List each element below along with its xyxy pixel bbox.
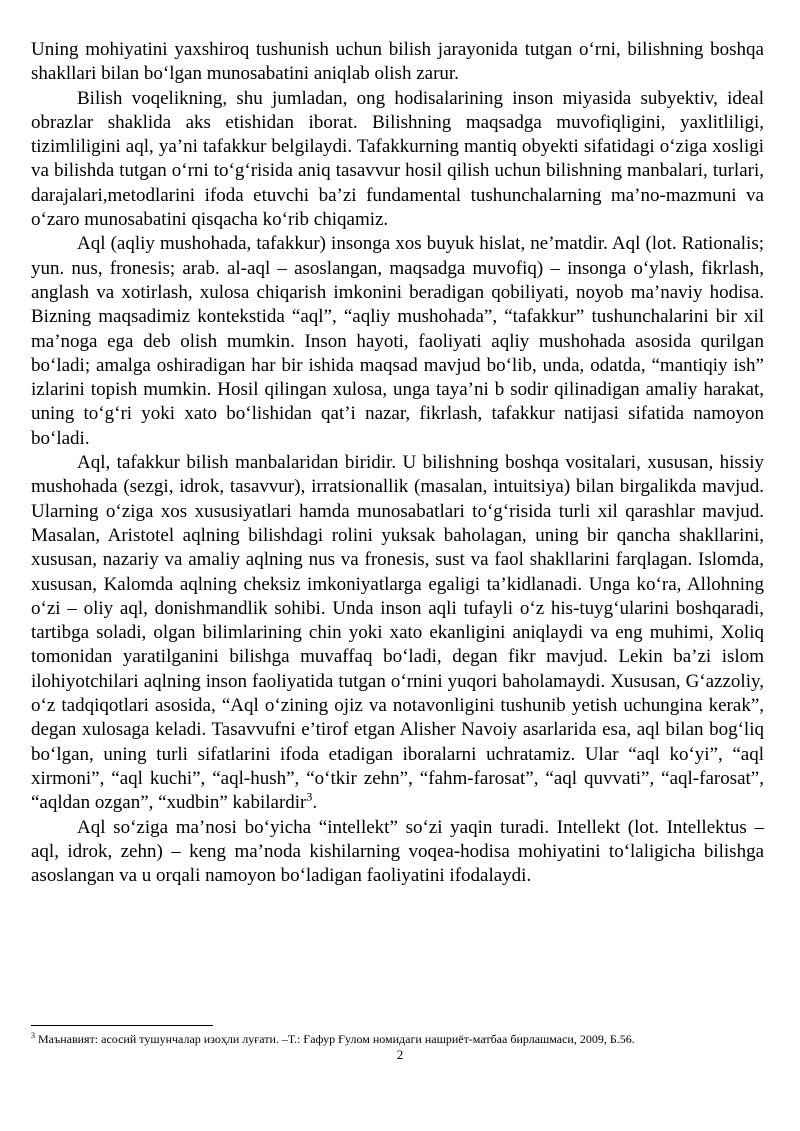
paragraph-intro: Uning mohiyatini yaxshiroq tushunish uchun bilish jarayonida tutgan o‘rni, bilishning boshqa shakllari bilan bo‘lgan munosabatini aniqlab olish zarur. bbox=[31, 39, 764, 85]
footnote-text: Маънавият: асосий тушунчалар изоҳли луғати. –Т.: Ғафур Ғулом номидаги нашриёт-матбаа бирлашмаси, 2009, Б.56. bbox=[35, 1032, 635, 1046]
footnote bbox=[31, 1032, 764, 1046]
paragraph-aql-tafakkur-text: Aql, tafakkur bilish manbalaridan biridir. U bilishning boshqa vositalari, xususan, hissiy mushohada (sezgi, idrok, tasavvur), irratsionallik (masalan, intuitsiya) bilan birgalikda mavjud. Ularning o‘ziga xos xususiyatlari hamda munosabatlari to‘g‘risida turli xil qarashlar mavjud. Masalan, Aristotel aqlning bilishdagi rolini yuksak baholagan, uning bir qancha shakllarini, xususan, nazariy va amaliy aqlning nus va fronesis, sust va faol shakllarini farqlagan. Islomda, xususan, Kalomda aqlning cheksiz imkoniyatlarga egaligi ta’kidlanadi. Unga ko‘ra, Allohning o‘zi – oliy aql, donishmandlik sohibi. Unda inson aqli tufayli o‘z his-tuyg‘ularini boshqaradi, tartibga soladi, olgan bilimlarining chin yoki xato ekanligini aniqlaydi va eng muhimi, Xoliq tomonidan yaratilganini bilishga muvaffaq bo‘ladi, degan fikr mavjud. Lekin ba’zi islom ilohiyotchilari aqlning inson faoliyatida tutgan o‘rnini yuqori baholamaydi. Xususan, G‘azzoliy, o‘z tadqiqotlari asosida, “Aql o‘zining ojiz va notavonligini tushunib yetish uchungina kerak”, degan xulosaga keladi. Tasavvufni e’tirof etgan Alisher Navoiy asarlarida esa, aql bilan bog‘liq bo‘lgan, uning turli sifatlarini ifoda etadigan iboralarni uchratamiz. Ular “aql ko‘yi”, “aql xirmoni”, “aql kuchi”, “aql-hush”, “o‘tkir zehn”, “fahm-farosat”, “aql quvvati”, “aql-farosat”, “aqldan ozgan”, “xudbin” kabilardir bbox=[31, 452, 764, 814]
paragraph-aql-tafakkur bbox=[31, 451, 764, 815]
paragraph-intellekt: Aql so‘ziga ma’nosi bo‘yicha “intellekt” so‘zi yaqin turadi. Intellekt (lot. Intellektus – aql, idrok, zehn) – keng ma’noda kishilarning voqea-hodisa mohiyatini to‘laligicha bilishga asoslangan va u orqali namoyon bo‘ladigan faoliyatini ifodalaydi. bbox=[31, 816, 764, 887]
footnote-separator bbox=[31, 1025, 213, 1026]
page-number: 2 bbox=[396, 1047, 404, 1062]
paragraph-end-period: . bbox=[312, 792, 318, 814]
paragraph-aql-definition: Aql (aqliy mushohada, tafakkur) insonga xos buyuk hislat, ne’matdir. Aql (lot. Rationalis; yun. nus, fronesis; arab. al-aql – asoslangan, maqsadga muvofiq) – insonga o‘ylash, fikrlash, anglash va xotirlash, xulosa chiqarish imkonini beradigan qobiliyati, noyob ma’naviy hodisa. Bizning maqsadimiz kontekstida “aql”, “aqliy mushohada”, “tafakkur” tushunchalarini bir xil ma’noga ega deb olish mumkin. Inson hayoti, faoliyati aqliy mushohada asosida qurilgan bo‘ladi; amalga oshiradigan har bir ishida maqsad mavjud bo‘lib, unda, odatda, “mantiqiy ish” izlarini topish mumkin. Hosil qilingan xulosa, unga taya’ni b sodir qilinadigan amaliy harakat, uning to‘g‘ri yoki xato bo‘lishidan qat’i nazar, fikrlash, tafakkur natijasi sifatida namoyon bo‘ladi. bbox=[31, 233, 764, 449]
footnote-reference[interactable]: 3 bbox=[306, 789, 313, 804]
document-page bbox=[31, 38, 764, 888]
footnote-number: 3 bbox=[31, 1031, 35, 1040]
paragraph-bilish: Bilish voqelikning, shu jumladan, ong hodisalarining inson miyasida subyektiv, ideal obrazlar shaklida aks etishidan iborat. Bilishning maqsadga muvofiqligini, yaxlitliligi, tizimliligini aql, ya’ni tafakkur belgilaydi. Tafakkurning mantiq obyekti sifatidagi o‘ziga xosligi va bilishda tutgan o‘rni to‘g‘risida aniq tasavvur hosil qilish uchun bilishning manbalari, turlari, darajalari,metodlarini ifoda etuvchi ba’zi fundamental tushunchalarning ma’no-mazmuni va o‘zaro munosabatini qisqacha ko‘rib chiqamiz. bbox=[31, 87, 764, 231]
